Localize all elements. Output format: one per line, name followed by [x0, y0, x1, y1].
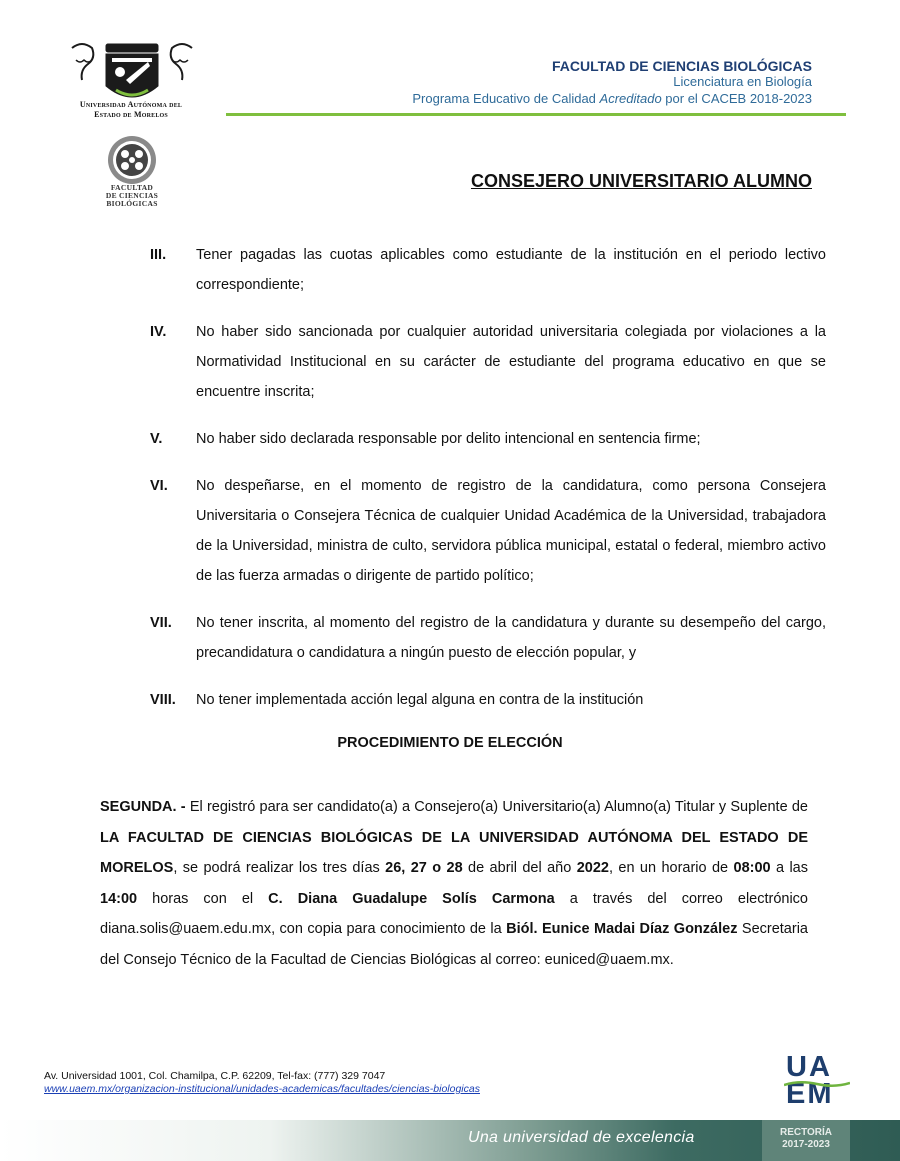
uaem-wordmark-bottom: EM: [786, 1078, 834, 1110]
faculty-caption: [92, 184, 172, 208]
registration-year: 2022: [576, 860, 609, 876]
footer-slogan: Una universidad de excelencia: [468, 1129, 695, 1146]
paragraph-text: a las: [770, 860, 808, 876]
list-item: [150, 424, 826, 454]
list-item-text: No despeñarse, en el momento de registro de la candidatura, como persona Consejera Universitaria o Consejera Técnica de cualquier Unidad Académica de la Universidad, trabajadora de la Universidad, ministra de culto, servidora pública municipal, estatal o federal, miembro activo de las fuerza armadas o dirigente de partido político;: [196, 478, 826, 584]
header-program: [412, 90, 812, 107]
registration-days: 26, 27 o 28: [385, 860, 463, 876]
paragraph-text: a través del correo electrónico diana.solis@uaem.edu.mx, con copia para conocimiento de la: [100, 890, 809, 937]
paragraph-text: de abril del año: [462, 860, 577, 876]
faculty-caption-line2: DE CIENCIAS: [105, 191, 159, 200]
clause-label: SEGUNDA. -: [100, 799, 186, 815]
secretary-name: Biól. Eunice Madai Díaz González: [506, 921, 738, 937]
header-program-suffix: por el CACEB 2018-2023: [661, 91, 812, 106]
header-title: FACULTAD DE CIENCIAS BIOLÓGICAS: [551, 58, 812, 74]
list-item: [150, 471, 826, 591]
contact-person: C. Diana Guadalupe Solís Carmona: [268, 890, 555, 907]
paragraph-text: , en un horario de: [608, 860, 734, 876]
list-item-number: V.: [150, 431, 163, 447]
document-title: CONSEJERO UNIVERSITARIO ALUMNO: [470, 171, 812, 191]
list-item-number: VIII.: [150, 692, 176, 708]
footer-website-link[interactable]: www.uaem.mx/organizacion-institucional/unidades-academicas/facultades/ciencias-biologicas: [44, 1083, 480, 1095]
end-time: 14:00: [100, 890, 138, 907]
list-item-text: No haber sido sancionada por cualquier autoridad universitaria colegiada por violaciones a la Normatividad Institucional en su carácter de estudiante del programa educativo en que se encuentre inscrita;: [196, 324, 826, 400]
university-caption: [56, 100, 206, 120]
header-divider: [226, 113, 846, 116]
rectoria-label: RECTORÍA: [779, 1127, 833, 1138]
faculty-caption-line3: BIOLÓGICAS: [106, 199, 158, 208]
list-item-text: Tener pagadas las cuotas aplicables como estudiante de la institución en el periodo lectivo correspondiente;: [196, 247, 826, 293]
paragraph-text: horas con el: [137, 890, 269, 907]
paragraph-text: El registró para ser candidato(a) a Consejero(a) Universitario(a) Alumno(a) Titular y Suplente de: [185, 799, 808, 815]
list-item-text: No tener implementada acción legal alguna en contra de la institución: [196, 692, 644, 708]
faculty-name: LA FACULTAD DE CIENCIAS BIOLÓGICAS DE LA UNIVERSIDAD AUTÓNOMA DEL ESTADO DE MORELOS: [100, 829, 808, 876]
paragraph-text: Secretaria del Consejo Técnico de la Facultad de Ciencias Biológicas al correo: euniced@uaem.mx.: [100, 921, 808, 968]
university-caption-line1: Universidad Autónoma del: [79, 100, 183, 109]
start-time: 08:00: [733, 860, 771, 876]
faculty-caption-line1: FACULTAD: [110, 183, 154, 192]
section-title: PROCEDIMIENTO DE ELECCIÓN: [337, 735, 563, 751]
rectoria-years: 2017-2023: [782, 1139, 830, 1150]
procedure-paragraph: [100, 792, 808, 975]
header-program-prefix: Programa Educativo de Calidad: [412, 91, 600, 106]
fcb-faculty-seal-icon: [102, 134, 162, 186]
list-item: [150, 240, 826, 300]
paragraph-text: , se podrá realizar los tres días: [173, 860, 386, 876]
wave-icon: [784, 1080, 850, 1088]
list-item-number: III.: [150, 247, 167, 263]
list-item-number: VI.: [150, 478, 168, 494]
uaem-wordmark-top: UA: [786, 1051, 832, 1083]
list-item-number: IV.: [150, 324, 167, 340]
university-caption-line2: Estado de Morelos: [94, 110, 168, 119]
requirements-list: [150, 240, 826, 732]
header-block: [412, 58, 812, 107]
header-subtitle: Licenciatura en Biología: [673, 74, 812, 89]
list-item: [150, 317, 826, 407]
list-item-text: No tener inscrita, al momento del registro de la candidatura y durante su desempeño del cargo, precandidatura o candidatura a ningún puesto de elección popular, y: [196, 615, 826, 661]
list-item: [150, 608, 826, 668]
list-item-text: No haber sido declarada responsable por delito intencional en sentencia firme;: [196, 431, 701, 447]
header-program-accredited: Acreditado: [599, 91, 662, 106]
rectoria-badge: [762, 1120, 850, 1161]
footer-address: Av. Universidad 1001, Col. Chamilpa, C.P. 62209, Tel-fax: (777) 329 7047: [44, 1070, 386, 1082]
list-item: [150, 685, 826, 715]
list-item-number: VII.: [150, 615, 172, 631]
